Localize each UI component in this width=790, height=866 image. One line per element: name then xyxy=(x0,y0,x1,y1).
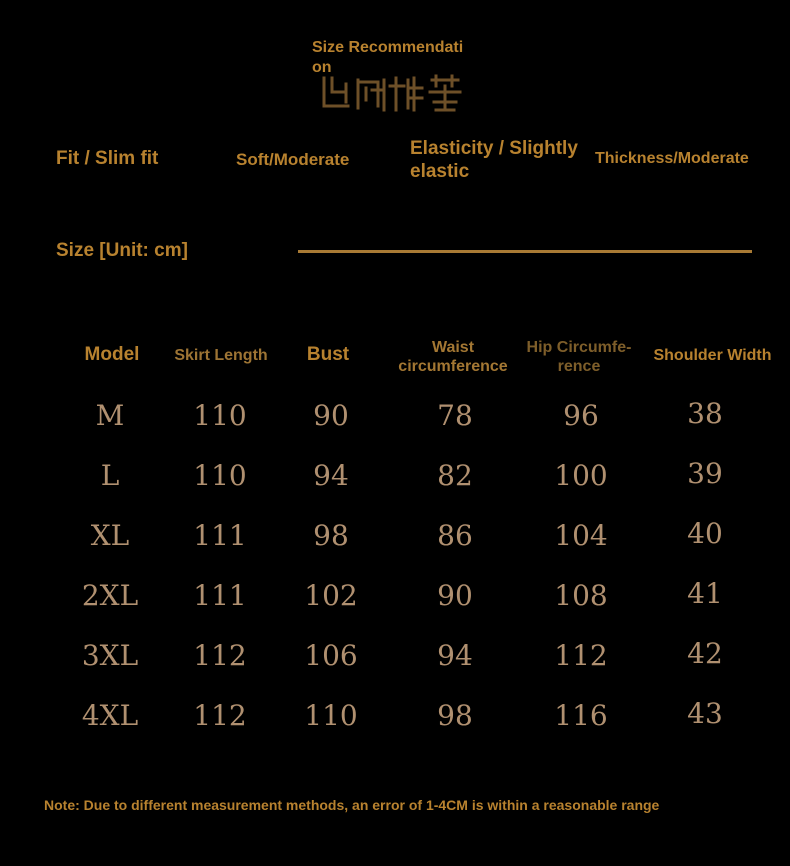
cell-hip: 108 xyxy=(554,579,608,612)
cell-waist: 82 xyxy=(437,459,473,492)
divider-line xyxy=(298,250,752,253)
softness-attribute: Soft/Moderate xyxy=(236,150,350,169)
thickness-attribute: Thickness/Moderate xyxy=(595,150,749,167)
cell-model: M xyxy=(95,399,125,432)
elasticity-attribute: Elasticity / Slightly elastic xyxy=(410,138,578,182)
cell-shoulder-width: 42 xyxy=(687,637,723,670)
cell-bust: 94 xyxy=(313,459,349,492)
cell-hip: 96 xyxy=(563,399,599,432)
fit-attribute: Fit / Slim fit xyxy=(56,148,159,169)
cell-waist: 78 xyxy=(437,399,473,432)
cell-model: 2XL xyxy=(81,579,139,612)
cell-skirt-length: 112 xyxy=(193,699,247,732)
cell-shoulder-width: 40 xyxy=(687,517,723,550)
cell-model: L xyxy=(100,459,120,492)
cell-skirt-length: 111 xyxy=(193,579,247,612)
measurement-note: Note: Due to different measurement methods, an error of 1-4CM is within a reasonable range xyxy=(44,797,660,813)
cell-bust: 110 xyxy=(304,699,358,732)
cell-skirt-length: 111 xyxy=(193,519,247,552)
cell-model: 3XL xyxy=(81,639,139,672)
cell-waist: 98 xyxy=(437,699,473,732)
cell-waist: 94 xyxy=(437,639,473,672)
header-model: Model xyxy=(84,344,140,365)
cell-hip: 104 xyxy=(554,519,608,552)
cell-waist: 90 xyxy=(437,579,473,612)
header-skirt-length: Skirt Length xyxy=(174,347,268,364)
header-hip: Hip Circumfe-rence xyxy=(526,339,632,375)
header-shoulder-width: Shoulder Width xyxy=(653,347,772,364)
cell-bust: 90 xyxy=(313,399,349,432)
cell-shoulder-width: 41 xyxy=(687,577,723,610)
header-bust: Bust xyxy=(306,344,350,365)
size-unit-label: Size [Unit: cm] xyxy=(56,240,188,261)
cell-waist: 86 xyxy=(437,519,473,552)
cell-model: XL xyxy=(90,519,130,552)
brand-logo-icon xyxy=(318,72,468,114)
cell-hip: 116 xyxy=(554,699,608,732)
cell-shoulder-width: 38 xyxy=(687,397,723,430)
cell-skirt-length: 110 xyxy=(193,459,247,492)
header-waist: Waist circumference xyxy=(398,339,508,375)
cell-shoulder-width: 43 xyxy=(687,697,723,730)
cell-skirt-length: 112 xyxy=(193,639,247,672)
cell-skirt-length: 110 xyxy=(193,399,247,432)
cell-bust: 98 xyxy=(313,519,349,552)
page-title: Size Recommendation xyxy=(312,39,464,76)
cell-hip: 112 xyxy=(554,639,608,672)
cell-bust: 102 xyxy=(304,579,358,612)
cell-bust: 106 xyxy=(304,639,358,672)
cell-shoulder-width: 39 xyxy=(687,457,723,490)
cell-model: 4XL xyxy=(81,699,139,732)
cell-hip: 100 xyxy=(554,459,608,492)
